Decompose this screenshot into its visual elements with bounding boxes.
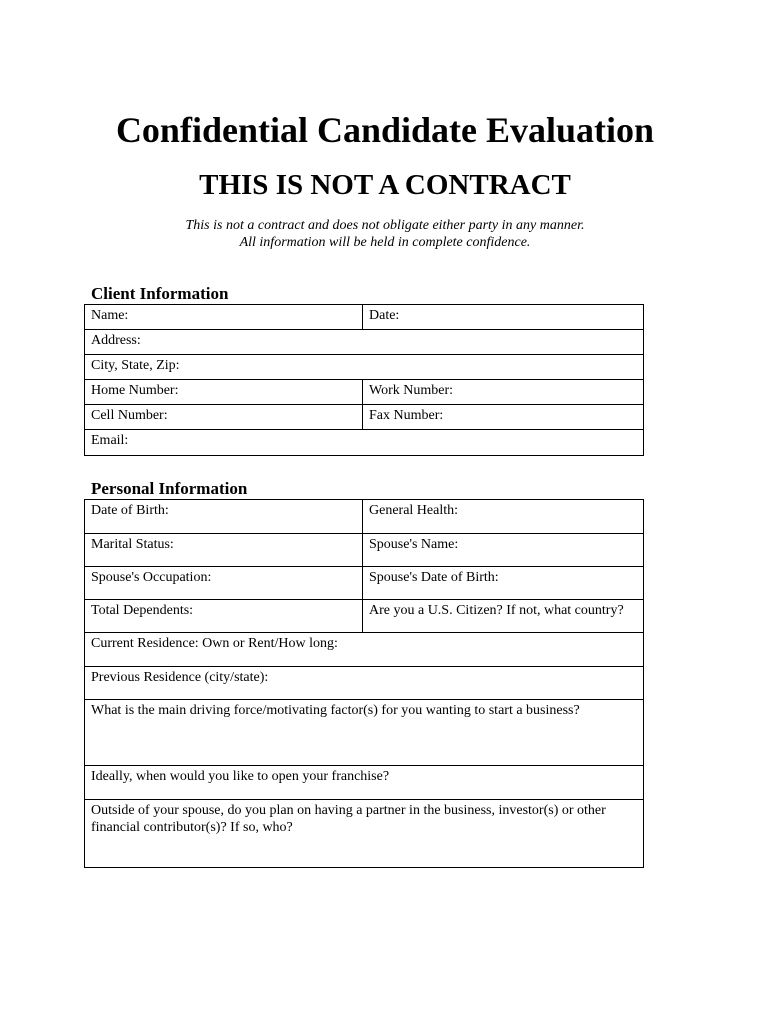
notice-line-1: This is not a contract and does not obligate either party in any manner. — [185, 218, 585, 233]
date-of-birth-field[interactable]: Date of Birth: — [85, 500, 363, 534]
total-dependents-field[interactable]: Total Dependents: — [85, 600, 363, 633]
notice-line-2: All information will be held in complete confidence. — [239, 235, 531, 250]
date-field[interactable]: Date: — [363, 305, 644, 330]
cell-number-field[interactable]: Cell Number: — [85, 405, 363, 430]
personal-information-table — [84, 499, 644, 868]
previous-residence-field[interactable]: Previous Residence (city/state): — [85, 667, 644, 700]
us-citizen-field[interactable]: Are you a U.S. Citizen? If not, what country? — [363, 600, 644, 633]
home-number-field[interactable]: Home Number: — [85, 380, 363, 405]
open-franchise-field[interactable]: Ideally, when would you like to open your franchise? — [85, 766, 644, 800]
personal-information-heading: Personal Information — [91, 479, 248, 498]
driving-force-field[interactable]: What is the main driving force/motivating factor(s) for you wanting to start a business? — [85, 700, 644, 766]
name-field[interactable]: Name: — [85, 305, 363, 330]
client-information-heading: Client Information — [91, 284, 229, 303]
marital-status-field[interactable]: Marital Status: — [85, 534, 363, 567]
document-subtitle: THIS IS NOT A CONTRACT — [199, 169, 571, 201]
spouse-occupation-field[interactable]: Spouse's Occupation: — [85, 567, 363, 600]
client-information-table — [84, 304, 644, 456]
work-number-field[interactable]: Work Number: — [363, 380, 644, 405]
email-field[interactable]: Email: — [85, 430, 644, 456]
general-health-field[interactable]: General Health: — [363, 500, 644, 534]
current-residence-field[interactable]: Current Residence: Own or Rent/How long: — [85, 633, 644, 667]
confidentiality-notice — [0, 217, 770, 251]
spouse-date-of-birth-field[interactable]: Spouse's Date of Birth: — [363, 567, 644, 600]
fax-number-field[interactable]: Fax Number: — [363, 405, 644, 430]
document-title: Confidential Candidate Evaluation — [115, 110, 655, 150]
spouse-name-field[interactable]: Spouse's Name: — [363, 534, 644, 567]
city-state-zip-field[interactable]: City, State, Zip: — [85, 355, 644, 380]
address-field[interactable]: Address: — [85, 330, 644, 355]
partner-field[interactable]: Outside of your spouse, do you plan on having a partner in the business, investor(s) or other financial contributor(s)? If so, who? — [85, 800, 644, 868]
